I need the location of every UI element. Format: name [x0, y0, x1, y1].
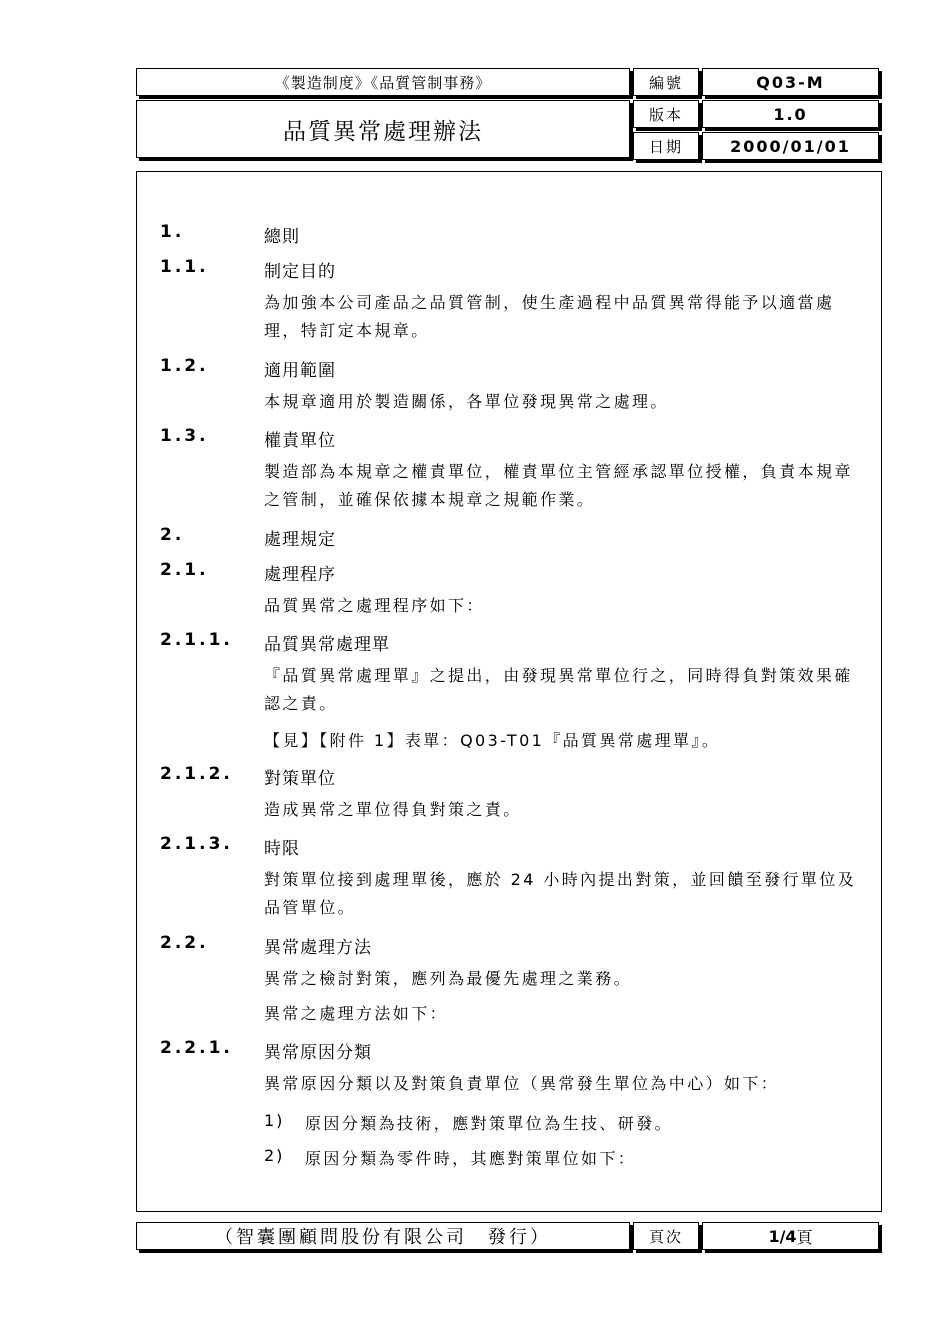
date-label: 日期: [633, 132, 699, 160]
section-number: 1.2.: [160, 356, 209, 376]
page-suffix: 頁: [796, 1227, 813, 1247]
paragraph: 對策單位接到處理單後，應於 24 小時內提出對策，並回饋至發行單位及品管單位。: [264, 870, 857, 917]
document-date: 2000/01/01: [702, 132, 879, 160]
issuer-note: （智囊團顧問股份有限公司 發行）: [136, 1222, 630, 1250]
section-heading: 異常原因分類: [264, 1043, 372, 1063]
code-label: 編號: [633, 68, 699, 96]
section-number: 2.1.3.: [160, 834, 233, 854]
page-indicator: [702, 1222, 879, 1250]
section-heading: 適用範圍: [264, 361, 336, 381]
section-number: 2.1.: [160, 560, 209, 580]
paragraph: 造成異常之單位得負對策之責。: [264, 800, 522, 819]
section-heading: 權責單位: [264, 431, 336, 451]
section-heading: 異常處理方法: [264, 938, 372, 958]
paragraph: 異常原因分類以及對策負責單位（異常發生單位為中心）如下：: [264, 1074, 780, 1093]
section-number: 2.1.1.: [160, 630, 233, 650]
paragraph: 本規章適用於製造關係，各單位發現異常之處理。: [264, 392, 669, 411]
document-series: 《製造制度》《品質管制事務》: [136, 68, 630, 96]
paragraph: 異常之檢討對策，應列為最優先處理之業務。: [264, 969, 633, 988]
page-number: 1/4: [768, 1226, 797, 1246]
paragraph: 製造部為本規章之權責單位，權責單位主管經承認單位授權，負責本規章之管制，並確保依據本規章之規範作業。: [264, 462, 853, 509]
section-number: 1.: [160, 222, 185, 242]
section-number: 2.: [160, 525, 185, 545]
paragraph: 『品質異常處理單』之提出，由發現異常單位行之，同時得負對策效果確認之責。: [264, 666, 853, 713]
paragraph: 異常之處理方法如下：: [264, 1004, 449, 1023]
document-version: 1.0: [702, 100, 879, 128]
section-heading: 制定目的: [264, 262, 336, 282]
document-title: 品質異常處理辦法: [136, 100, 630, 158]
section-heading: 總則: [264, 227, 300, 247]
list-item-number: 1): [264, 1111, 285, 1130]
section-number: 2.2.: [160, 933, 209, 953]
list-item-text: 原因分類為技術，應對策單位為生技、研發。: [305, 1114, 674, 1133]
section-number: 1.1.: [160, 257, 209, 277]
form-reference: 【見】【附件 1】表單：Q03-T01『品質異常處理單』。: [264, 731, 721, 750]
version-label: 版本: [633, 100, 699, 128]
section-number: 1.3.: [160, 426, 209, 446]
section-heading: 對策單位: [264, 769, 336, 789]
paragraph: 為加強本公司產品之品質管制，使生產過程中品質異常得能予以適當處理，特訂定本規章。: [264, 293, 835, 340]
section-number: 2.1.2.: [160, 764, 233, 784]
document-code: Q03-M: [702, 68, 879, 96]
section-heading: 品質異常處理單: [264, 635, 390, 655]
page-label: 頁次: [633, 1222, 699, 1250]
section-heading: 處理規定: [264, 530, 336, 550]
section-heading: 時限: [264, 839, 300, 859]
paragraph: 品質異常之處理程序如下：: [264, 596, 485, 615]
list-item-number: 2): [264, 1146, 285, 1165]
section-number: 2.2.1.: [160, 1038, 233, 1058]
section-heading: 處理程序: [264, 565, 336, 585]
list-item-text: 原因分類為零件時，其應對策單位如下：: [305, 1149, 637, 1168]
